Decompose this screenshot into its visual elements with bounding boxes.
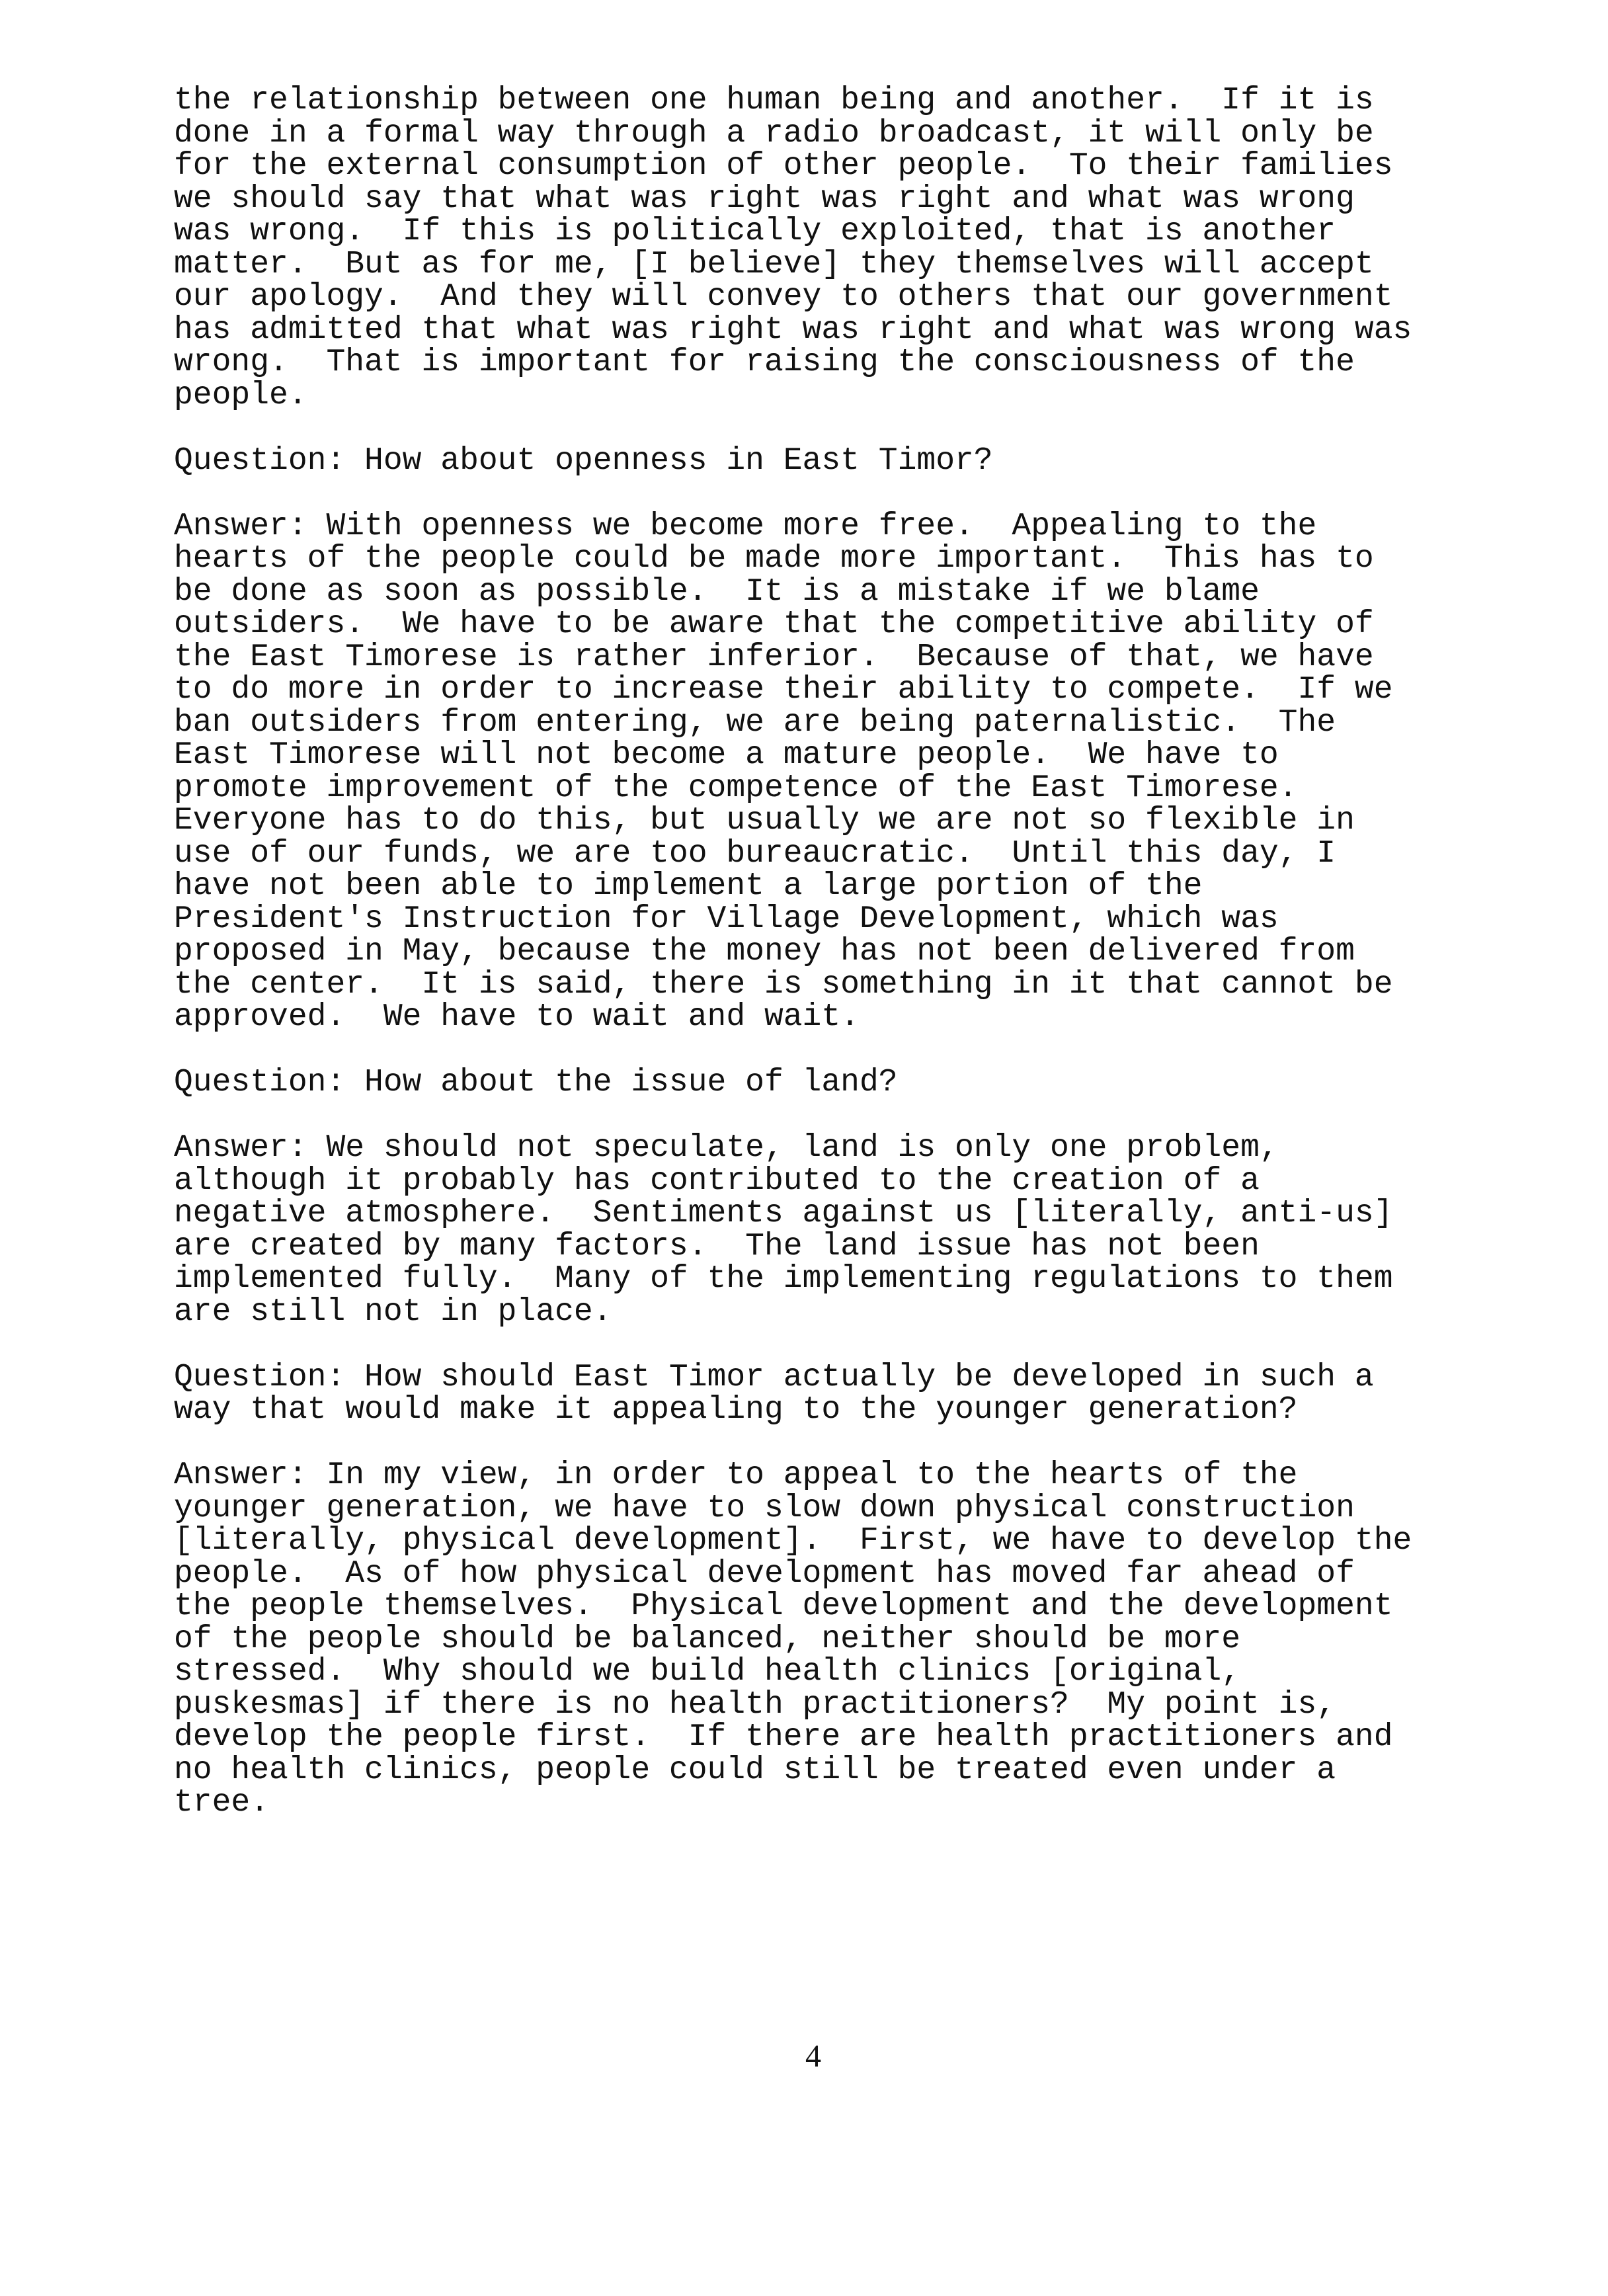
text-line: Question: How should East Timor actually be developed in such a [174, 1359, 1374, 1395]
text-line: negative atmosphere. Sentiments against us [literally, anti-us] [174, 1196, 1393, 1231]
text-line: younger generation, we have to slow down physical construction [174, 1490, 1355, 1526]
text-line: has admitted that what was right was right and what was wrong was [174, 311, 1412, 348]
text-line: we should say that what was right was right and what was wrong [174, 181, 1355, 217]
paragraph [174, 442, 1496, 479]
text-line: was wrong. If this is politically exploited, that is another [174, 214, 1336, 249]
document-body [174, 85, 1496, 1852]
text-line: proposed in May, because the money has not been delivered from [174, 934, 1355, 969]
text-line: stressed. Why should we build health clinics [original, [174, 1654, 1241, 1690]
text-line: Everyone has to do this, but usually we are not so flexible in [174, 803, 1355, 839]
text-line: Question: How about the issue of land? [174, 1065, 898, 1100]
paragraph [174, 1359, 1496, 1428]
paragraph [174, 508, 1496, 1035]
text-line: of the people should be balanced, neither should be more [174, 1621, 1241, 1657]
text-line: way that would make it appealing to the younger generation? [174, 1392, 1298, 1428]
text-line: matter. But as for me, [I believe] they themselves will accept [174, 246, 1374, 282]
text-line: use of our funds, we are too bureaucratic. Until this day, I [174, 835, 1336, 872]
page-number: 4 [805, 2039, 821, 2074]
text-line: implemented fully. Many of the implementing regulations to them [174, 1261, 1393, 1297]
text-line: hearts of the people could be made more important. This has to [174, 541, 1374, 577]
text-line: Answer: In my view, in order to appeal to the hearts of the [174, 1457, 1298, 1493]
text-line: the people themselves. Physical development and the development [174, 1588, 1393, 1624]
text-line: Answer: We should not speculate, land is only one problem, [174, 1130, 1279, 1166]
text-line: for the external consumption of other people. To their families [174, 148, 1393, 184]
text-line: the center. It is said, there is something in it that cannot be [174, 966, 1393, 1003]
paragraph [174, 85, 1496, 412]
text-line: promote improvement of the competence of the East Timorese. [174, 770, 1298, 806]
text-line: outsiders. We have to be aware that the competitive ability of [174, 606, 1374, 642]
text-line: are created by many factors. The land issue has not been [174, 1228, 1260, 1264]
paragraph [174, 1132, 1496, 1329]
text-line: although it probably has contributed to the creation of a [174, 1163, 1260, 1199]
text-line: to do more in order to increase their ability to compete. If we [174, 672, 1393, 708]
text-line: no health clinics, people could still be treated even under a [174, 1752, 1336, 1788]
text-line: the East Timorese is rather inferior. Because of that, we have [174, 639, 1374, 675]
paragraph [174, 1067, 1496, 1100]
text-line: [literally, physical development]. First, we have to develop the [174, 1523, 1412, 1559]
text-line: tree. [174, 1785, 270, 1821]
text-line: people. As of how physical development has moved far ahead of [174, 1555, 1355, 1592]
text-line: ban outsiders from entering, we are being paternalistic. The [174, 704, 1336, 741]
text-line: Question: How about openness in East Timor? [174, 442, 993, 479]
text-line: be done as soon as possible. It is a mistake if we blame [174, 573, 1260, 610]
text-line: done in a formal way through a radio broadcast, it will only be [174, 115, 1374, 151]
text-line: our apology. And they will convey to others that our government [174, 279, 1393, 315]
text-line: puskesmas] if there is no health practitioners? My point is, [174, 1686, 1336, 1723]
text-line: wrong. That is important for raising the consciousness of the [174, 345, 1355, 380]
text-line: approved. We have to wait and wait. [174, 999, 860, 1035]
text-line: the relationship between one human being and another. If it is [174, 83, 1374, 118]
text-line: are still not in place. [174, 1293, 612, 1330]
text-line: President's Instruction for Village Development, which was [174, 901, 1279, 937]
paragraph [174, 1459, 1496, 1820]
text-line: develop the people first. If there are health practitioners and [174, 1719, 1393, 1755]
text-line: Answer: With openness we become more free. Appealing to the [174, 508, 1317, 544]
text-line: East Timorese will not become a mature people. We have to [174, 737, 1279, 773]
text-line: people. [174, 377, 307, 413]
text-line: have not been able to implement a large portion of the [174, 868, 1203, 904]
